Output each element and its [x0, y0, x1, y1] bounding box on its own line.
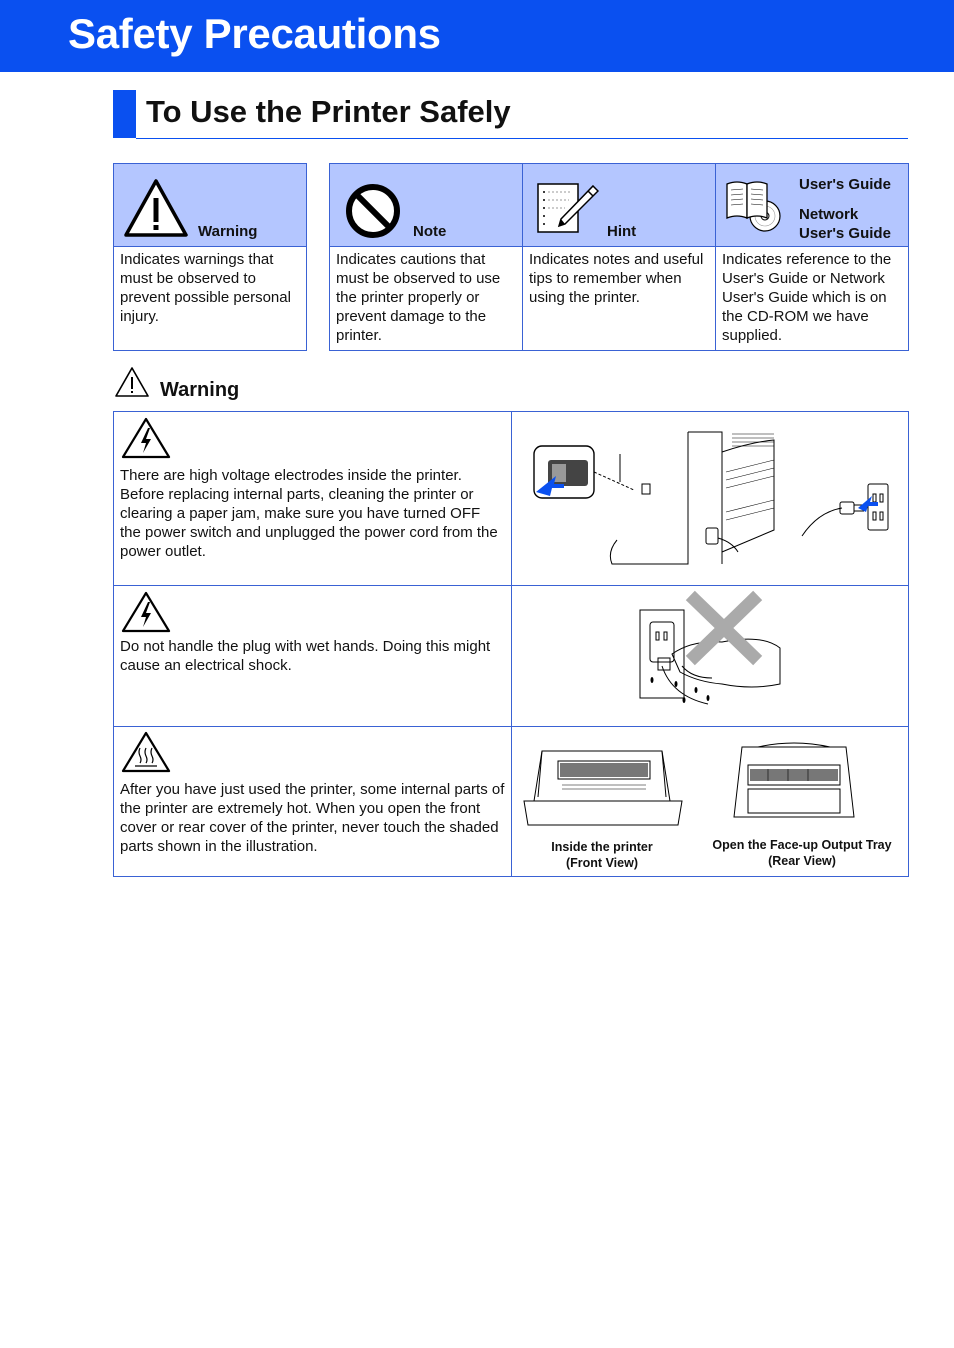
warning-text: After you have just used the printer, some internal parts of the printer are extremely hot. When you open the front cover or rear cover of the printer, never touch the shaded parts shown in the illustration. — [120, 781, 505, 855]
legend-note-header — [330, 164, 523, 247]
caption-line: (Front View) — [566, 856, 638, 870]
warning-text: Do not handle the plug with wet hands. Doing this might cause an electrical shock. — [120, 638, 491, 674]
page-title: Safety Precautions — [68, 10, 441, 57]
electric-shock-icon — [120, 590, 172, 634]
legend-note-label: Note — [413, 223, 447, 240]
hot-parts-illustration-cell — [512, 727, 909, 877]
unplug-printer-illustration — [512, 412, 908, 580]
legend-group — [329, 163, 909, 351]
book-cd-icon — [723, 178, 793, 232]
legend-hint-header — [523, 164, 716, 247]
legend-note-description: Indicates cautions that must be observed to use the printer properly or prevent damage to the printer. — [330, 247, 523, 351]
hot-surface-icon — [120, 730, 172, 774]
page-banner — [0, 0, 954, 72]
legend-guide-label-top: User's Guide — [799, 176, 891, 193]
legend-warning — [113, 163, 307, 351]
section-marker — [113, 90, 136, 138]
warning-row — [114, 412, 909, 586]
legend-guide-header — [716, 164, 909, 247]
warnings-table — [113, 411, 909, 877]
warning-row — [114, 727, 909, 877]
warning-triangle-icon — [114, 366, 150, 398]
caption-line: (Rear View) — [768, 854, 836, 868]
legend-hint-label: Hint — [607, 223, 637, 240]
wet-hands-plug-illustration — [512, 586, 908, 721]
warning-row — [114, 586, 909, 727]
notepad-pencil-icon — [535, 180, 599, 236]
section-title: To Use the Printer Safely — [146, 94, 511, 129]
warning-text: There are high voltage electrodes inside the printer. Before replacing internal parts, cleaning the printer or clearing a paper jam, make sure you have turned OFF the power switch and unplugged the power cord from the power outlet. — [120, 467, 498, 560]
legend-guide-label-bottom: Network User's Guide — [799, 206, 891, 242]
prohibition-icon — [344, 182, 402, 240]
printer-front-view-illustration — [522, 741, 686, 837]
caption-line: Open the Face-up Output Tray — [712, 838, 892, 852]
warning-section-heading: Warning — [160, 379, 240, 401]
caption-line: Inside the printer — [551, 840, 653, 854]
legend-hint-description: Indicates notes and useful tips to remember when using the printer. — [523, 247, 716, 351]
warning-text-cell — [114, 412, 512, 586]
front-view-caption — [534, 839, 670, 871]
legend-guide-description: Indicates reference to the User's Guide or Network User's Guide which is on the CD-ROM we have supplied. — [716, 247, 909, 351]
warning-text-cell — [114, 586, 512, 727]
rear-view-caption — [702, 837, 902, 869]
electric-shock-icon — [120, 416, 172, 460]
legend-warning-label: Warning — [198, 223, 258, 240]
section-underline — [136, 138, 908, 139]
unplug-illustration-cell — [512, 412, 909, 586]
printer-rear-view-illustration — [728, 741, 860, 837]
wet-hands-illustration-cell — [512, 586, 909, 727]
warning-text-cell — [114, 727, 512, 877]
legend-warning-description: Indicates warnings that must be observed to prevent possible personal injury. — [114, 247, 307, 351]
warning-triangle-icon — [123, 178, 189, 238]
